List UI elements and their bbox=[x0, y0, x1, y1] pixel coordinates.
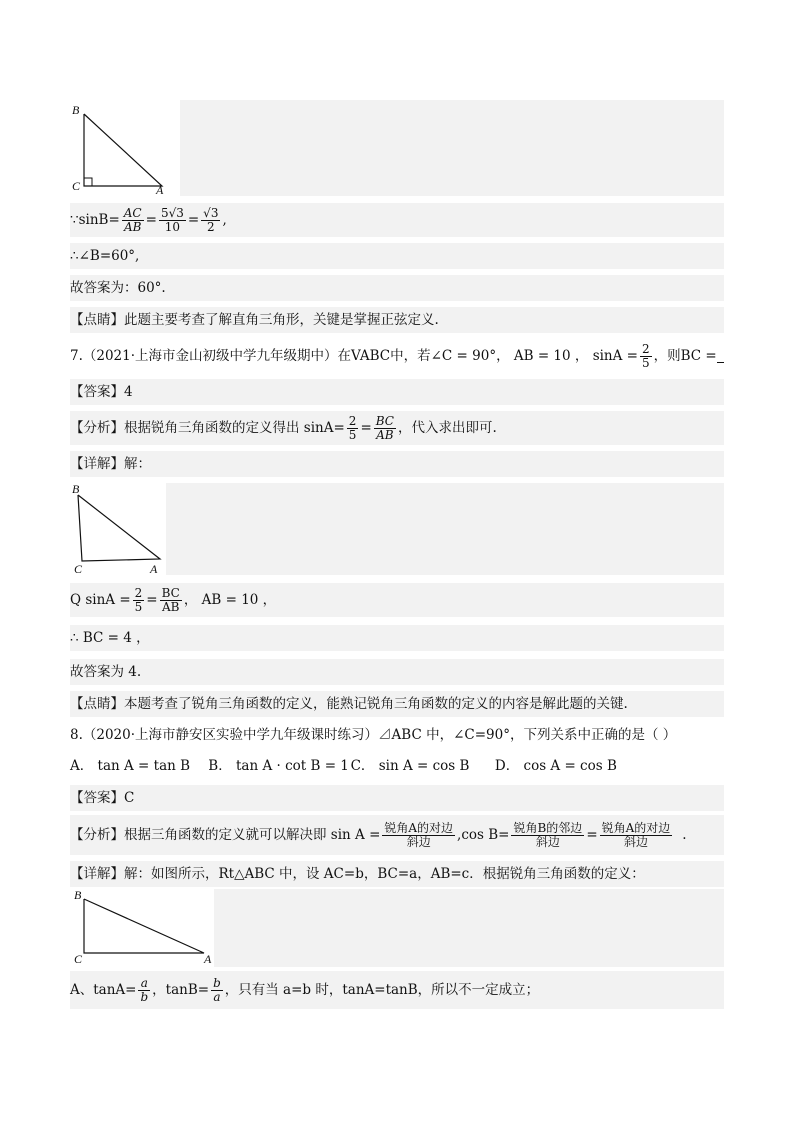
option-c: C． sin A = cos B bbox=[350, 758, 470, 774]
vertex-label-a: A bbox=[156, 183, 164, 196]
fraction-2-5: $\frac{2}{5}$ bbox=[348, 413, 357, 442]
answer-7: 【答案】4 bbox=[70, 379, 724, 405]
point-note-7: 【点睛】本题考查了锐角三角函数的定义，能熟记锐角三角函数的定义的内容是解此题的关键. bbox=[70, 691, 724, 717]
point-note-6: 【点睛】此题主要考查了解直角三角形，关键是掌握正弦定义. bbox=[70, 307, 724, 333]
vertex-label-b: B bbox=[72, 103, 80, 117]
triangle-outline bbox=[84, 899, 204, 953]
question-8: 8.（2020·上海市静安区实验中学九年级课时练习）⊿ABC 中，∠C=90°，下列关系中正确的是（ ） bbox=[70, 727, 677, 743]
option-b: B． tan A · cot B = 1 bbox=[208, 758, 349, 774]
triangle-outline bbox=[84, 114, 162, 186]
answer-8: 【答案】C bbox=[70, 785, 724, 811]
right-angle-mark bbox=[84, 178, 92, 186]
analysis-8: 【分析】根据三角函数的定义就可以解决即 sin A = $\frac{\text{锐角A的对边}}{\text{斜边}}$ ,cos B= $\frac{\text{锐角B的邻边}}{\text{斜边}}$ = $\frac{\text{锐角A的对边}}{\text{斜边}}$ . bbox=[70, 815, 724, 855]
vertex-label-b: B bbox=[74, 889, 82, 902]
option-a-analysis: A、tanA= $\frac{a}{b}$ ，tanB= $\frac{b}{a}$ ，只有当 a=b 时，tanA=tanB，所以不一定成立； bbox=[70, 971, 724, 1009]
fraction-adjacent-hypotenuse: $\frac{\text{锐角B的邻边}}{\text{斜边}}$ bbox=[513, 820, 583, 849]
question-8-options bbox=[70, 755, 724, 777]
option-a: A． tan A = tan B bbox=[70, 758, 191, 774]
fraction-bc-ab: $\frac{BC}{AB}$ bbox=[161, 585, 180, 614]
vertex-label-c: C bbox=[74, 562, 83, 575]
right-triangle-diagram bbox=[70, 483, 166, 575]
vertex-label-a: A bbox=[204, 952, 212, 966]
vertex-label-a: A bbox=[150, 562, 158, 575]
fraction-opposite-hypotenuse-2: $\frac{\text{锐角A的对边}}{\text{斜边}}$ bbox=[601, 820, 671, 849]
triangle-outline bbox=[78, 495, 160, 561]
detail-8: 【详解】解：如图所示，Rt△ABC 中，设 AC=b，BC=a，AB=c．根据锐角三角函数的定义： bbox=[70, 861, 724, 887]
vertex-label-c: C bbox=[72, 179, 81, 193]
analysis-7: 【分析】根据锐角三角函数的定义得出 sinA= $\frac{2}{5}$ = $\frac{BC}{AB}$ ，代入求出即可. bbox=[70, 411, 724, 445]
fraction-opposite-hypotenuse: $\frac{\text{锐角A的对边}}{\text{斜边}}$ bbox=[384, 820, 454, 849]
fraction-a-b: $\frac{a}{b}$ bbox=[140, 975, 149, 1004]
fraction-2-5: $\frac{2}{5}$ bbox=[134, 585, 143, 614]
right-triangle-diagram bbox=[70, 100, 180, 196]
solution-line-sinb: ∵sinB= $\frac{AC}{AB}$ = $\frac{5√3}{10}$ = $\frac{√3}{2}$ , bbox=[70, 203, 724, 237]
answer-line-4: 故答案为 4. bbox=[70, 659, 724, 685]
vertex-label-c: C bbox=[74, 952, 83, 966]
fraction-5root3-10: $\frac{5√3}{10}$ bbox=[160, 205, 184, 234]
answer-blank bbox=[717, 350, 724, 363]
fraction-ac-ab: $\frac{AC}{AB}$ bbox=[123, 205, 142, 234]
fraction-2-5: $\frac{2}{5}$ bbox=[641, 341, 650, 370]
answer-line-60: 故答案为：60°. bbox=[70, 275, 724, 301]
right-triangle-diagram bbox=[70, 889, 214, 967]
option-d: D． cos A = cos B bbox=[494, 758, 617, 774]
vertex-label-b: B bbox=[72, 483, 80, 496]
triangle-figure-2 bbox=[70, 483, 724, 575]
fraction-b-a: $\frac{b}{a}$ bbox=[213, 975, 221, 1004]
solution-line-angle: ∴∠B=60°, bbox=[70, 243, 724, 269]
detail-7: 【详解】解： bbox=[70, 451, 724, 477]
solution-7-line2: ∴ BC = 4 ， bbox=[70, 625, 724, 651]
solution-7-line1: Q sinA = $\frac{2}{5}$ = $\frac{BC}{AB}$ ， AB = 10 ， bbox=[70, 583, 724, 617]
triangle-figure-3 bbox=[70, 889, 724, 967]
question-7: 7.（2021·上海市金山初级中学九年级期中）在VABC中，若∠C = 90°， AB = 10 ， sinA = $\frac{2}{5}$ ，则BC = bbox=[70, 339, 724, 373]
fraction-root3-2: $\frac{√3}{2}$ bbox=[203, 205, 219, 234]
fraction-bc-ab: $\frac{BC}{AB}$ bbox=[375, 413, 394, 442]
triangle-figure-1 bbox=[70, 100, 724, 196]
